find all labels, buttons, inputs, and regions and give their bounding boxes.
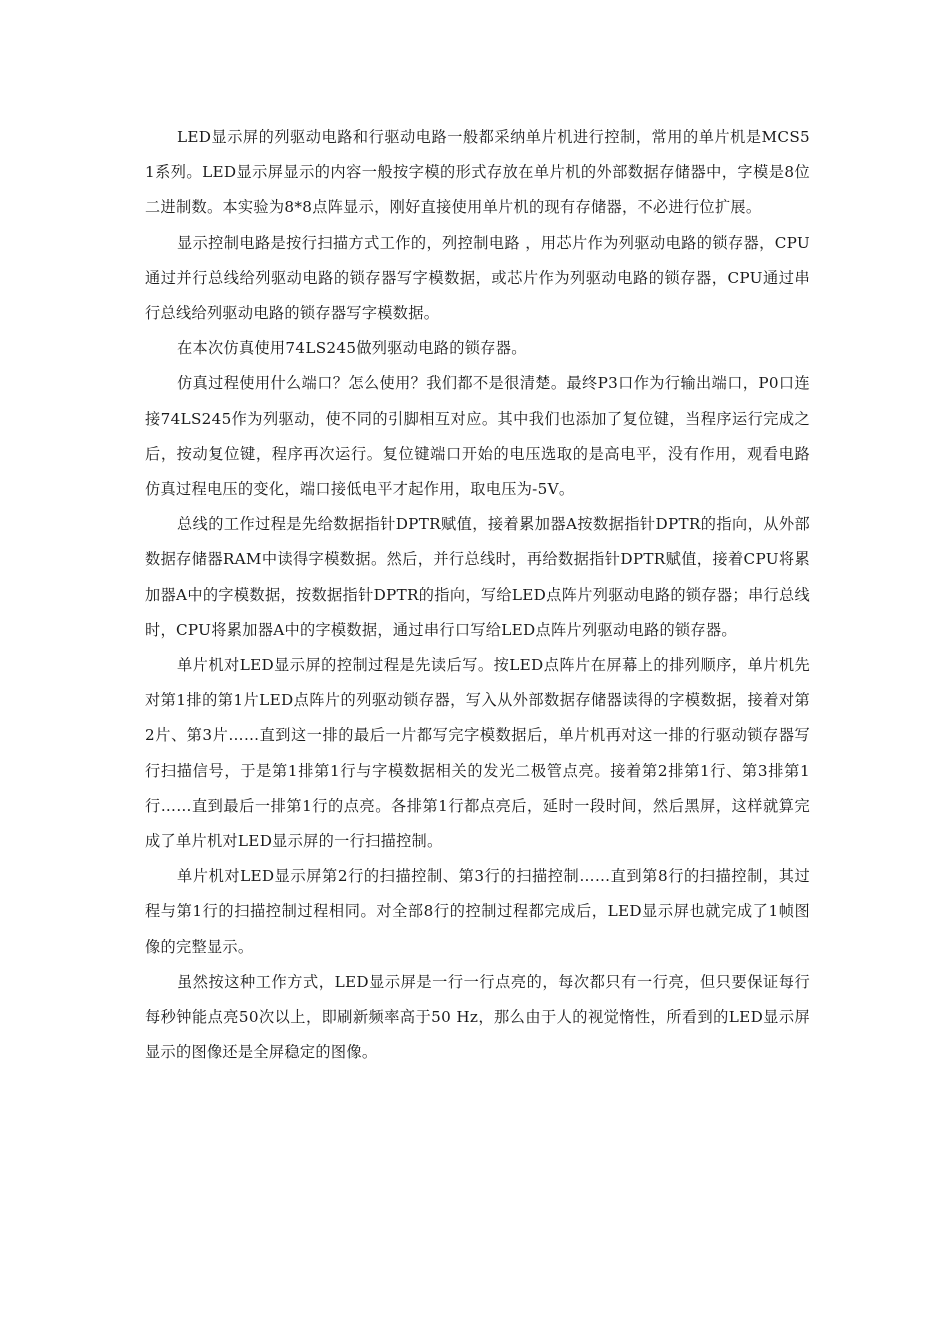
paragraph-refresh-rate: 虽然按这种工作方式，LED显示屏是一行一行点亮的，每次都只有一行亮，但只要保证每行每秒钟能点亮50次以上，即刷新频率高于50 Hz，那么由于人的视觉惰性，所看到的LED显示屏显示的图像还是全屏稳定的图像。 — [145, 972, 810, 1062]
paragraph-row-scan: 单片机对LED显示屏第2行的扫描控制、第3行的扫描控制……直到第8行的扫描控制，其过程与第1行的扫描控制过程相同。对全部8行的控制过程都完成后，LED显示屏也就完成了1帧图像的完整显示。 — [145, 867, 810, 956]
paragraph-display-control-circuit: 显示控制电路是按行扫描方式工作的，列控制电路 ，用芯片作为列驱动电路的锁存器，CPU通过并行总线给列驱动电路的锁存器写字模数据，或芯片作为列驱动电路的锁存器，CPU通过串行总线给列驱动电路的锁存器写字模数据。 — [145, 233, 810, 323]
document-body — [145, 120, 810, 1070]
paragraph-simulation-ports: 仿真过程使用什么端口？怎么使用？我们都不是很清楚。最终P3口作为行输出端口，P0口连接74LS245作为列驱动，使不同的引脚相互对应。其中我们也添加了复位键，当程序运行完成之后，按动复位键，程序再次运行。复位键端口开始的电压选取的是高电平，没有作用，观看电路仿真过程电压的变化，端口接低电平才起作用，取电压为-5V。 — [145, 374, 810, 499]
paragraph-led-drive-circuits: LED显示屏的列驱动电路和行驱动电路一般都采纳单片机进行控制，常用的单片机是MCS51系列。LED显示屏显示的内容一般按字模的形式存放在单片机的外部数据存储器中，字模是8位二进制数。本实验为8*8点阵显示，刚好直接使用单片机的现有存储器，不必进行位扩展。 — [145, 128, 810, 217]
paragraph-simulation-latch: 在本次仿真使用74LS245做列驱动电路的锁存器。 — [177, 339, 527, 358]
paragraph-bus-process: 总线的工作过程是先给数据指针DPTR赋值，接着累加器A按数据指针DPTR的指向，从外部数据存储器RAM中读得字模数据。然后，并行总线时，再给数据指针DPTR赋值，接着CPU将累加器A中的字模数据，按数据指针DPTR的指向，写给LED点阵片列驱动电路的锁存器；串行总线时，CPU将累加器A中的字模数据，通过串行口写给LED点阵片列驱动电路的锁存器。 — [145, 515, 810, 639]
paragraph-control-process: 单片机对LED显示屏的控制过程是先读后写。按LED点阵片在屏幕上的排列顺序，单片机先对第1排的第1片LED点阵片的列驱动锁存器，写入从外部数据存储器读得的字模数据，接着对第2片、第3片……直到这一排的最后一片都写完字模数据后，单片机再对这一排的行驱动锁存器写行扫描信号，于是第1排第1行与字模数据相关的发光二极管点亮。接着第2排第1行、第3排第1行……直到最后一排第1行的点亮。各排第1行都点亮后，延时一段时间，然后黑屏，这样就算完成了单片机对LED显示屏的一行扫描控制。 — [145, 656, 810, 851]
